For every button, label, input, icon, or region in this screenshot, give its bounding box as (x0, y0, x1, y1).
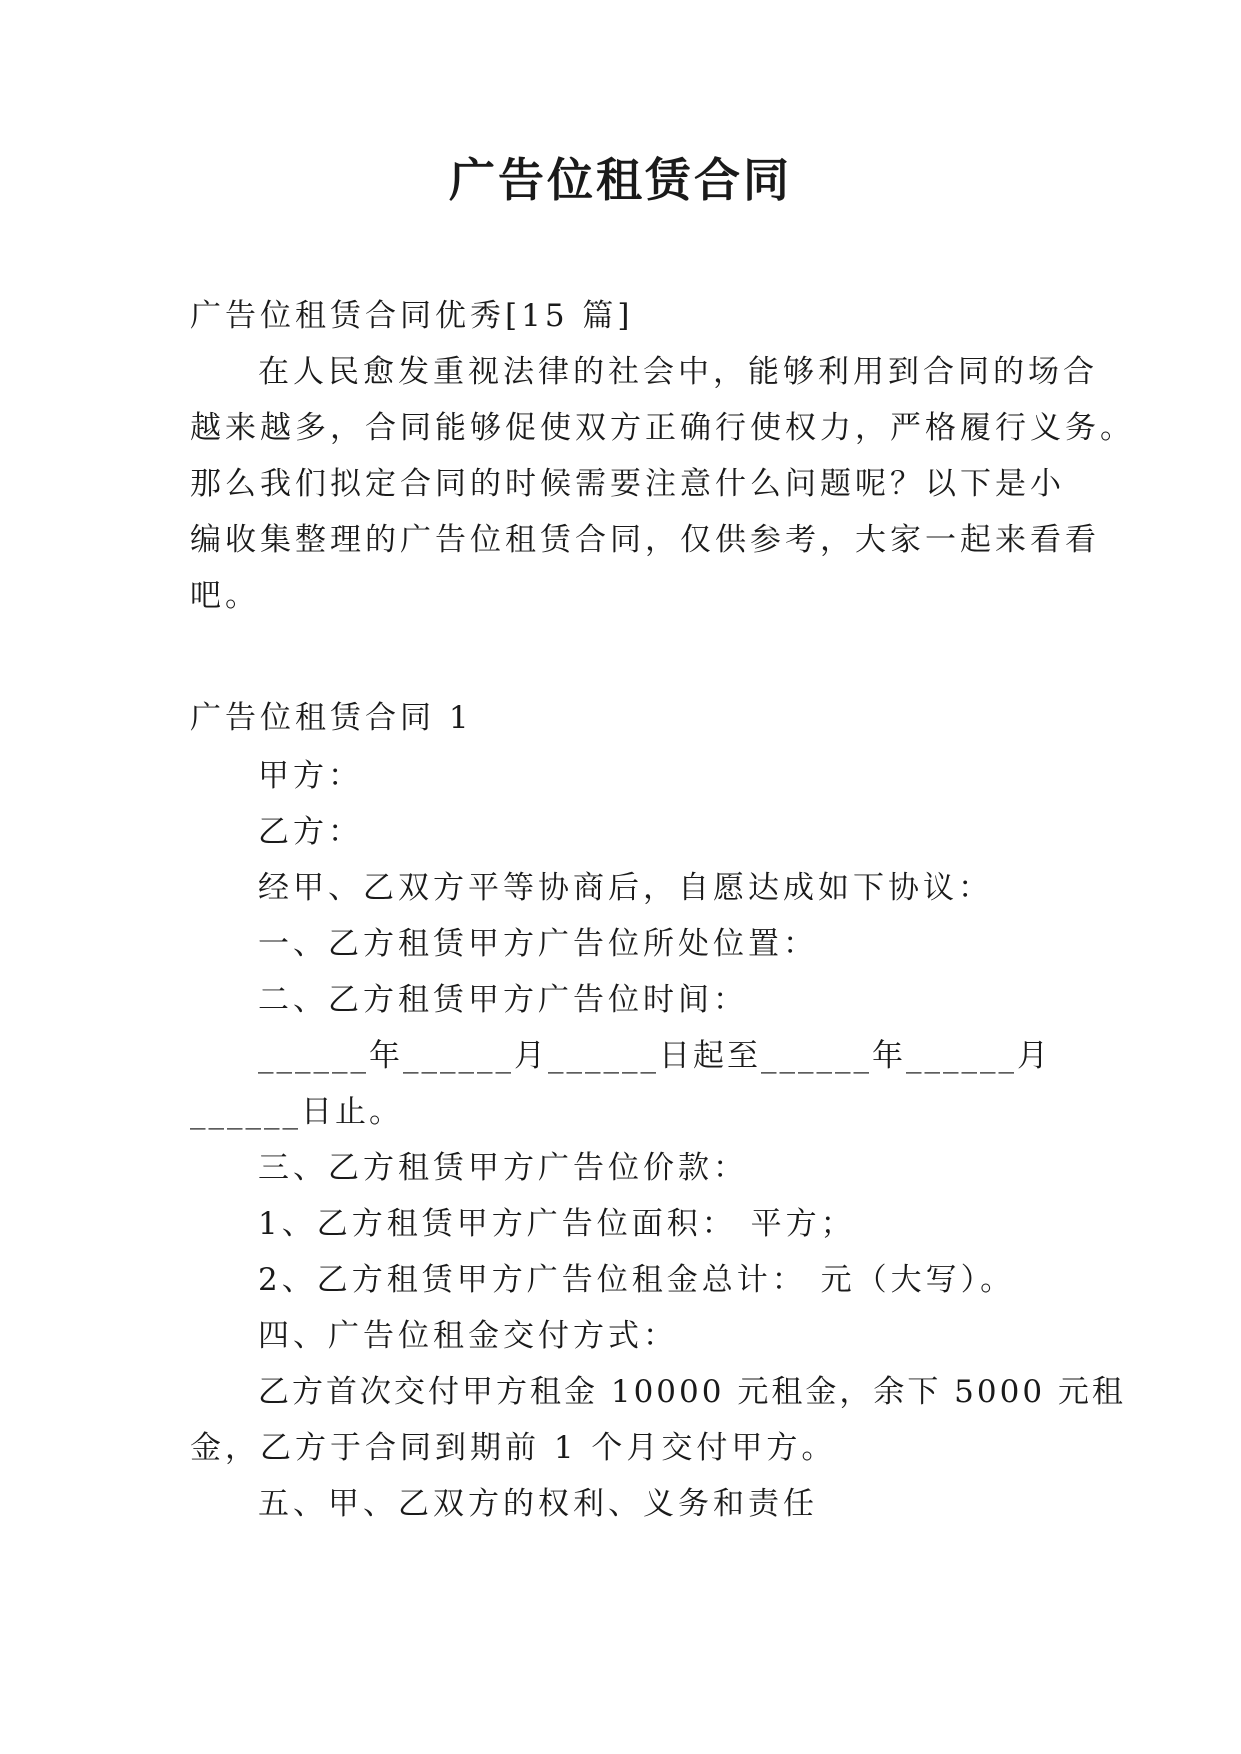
clause-3-2: 2、乙方租赁甲方广告位租金总计： 元（大写）。 (258, 1262, 1016, 1298)
clause-3-1: 1、乙方租赁甲方广告位面积： 平方； (258, 1206, 856, 1242)
payment-line-2: 金，乙方于合同到期前 1 个月交付甲方。 (190, 1430, 837, 1466)
document-subtitle: 广告位租赁合同优秀[15 篇] (190, 298, 634, 334)
clause-2: 二、乙方租赁甲方广告位时间： (258, 982, 748, 1018)
clause-5: 五、甲、乙双方的权利、义务和责任 (258, 1486, 818, 1522)
clause-1: 一、乙方租赁甲方广告位所处位置： (258, 926, 818, 962)
party-b-label: 乙方： (258, 814, 363, 850)
section-heading: 广告位租赁合同 1 (190, 700, 473, 736)
payment-line-1: 乙方首次交付甲方租金 10000 元租金，余下 5000 元租 (258, 1374, 1126, 1410)
intro-line-3: 那么我们拟定合同的时候需要注意什么问题呢？以下是小 (190, 466, 1065, 502)
intro-line-5: 吧。 (190, 578, 260, 614)
clause-4: 四、广告位租金交付方式： (258, 1318, 678, 1354)
agreement-text: 经甲、乙双方平等协商后，自愿达成如下协议： (258, 870, 993, 906)
party-a-label: 甲方： (258, 758, 363, 794)
date-line-1: ______年______月______日起至______年______月 (258, 1038, 1051, 1074)
clause-3: 三、乙方租赁甲方广告位价款： (258, 1150, 748, 1186)
intro-line-1: 在人民愈发重视法律的社会中，能够利用到合同的场合 (258, 354, 1098, 390)
date-line-2: ______日止。 (190, 1094, 403, 1130)
intro-line-4: 编收集整理的广告位租赁合同，仅供参考，大家一起来看看 (190, 522, 1100, 558)
document-title: 广告位租赁合同 (449, 153, 792, 207)
intro-line-2: 越来越多，合同能够促使双方正确行使权力，严格履行义务。 (190, 410, 1135, 446)
